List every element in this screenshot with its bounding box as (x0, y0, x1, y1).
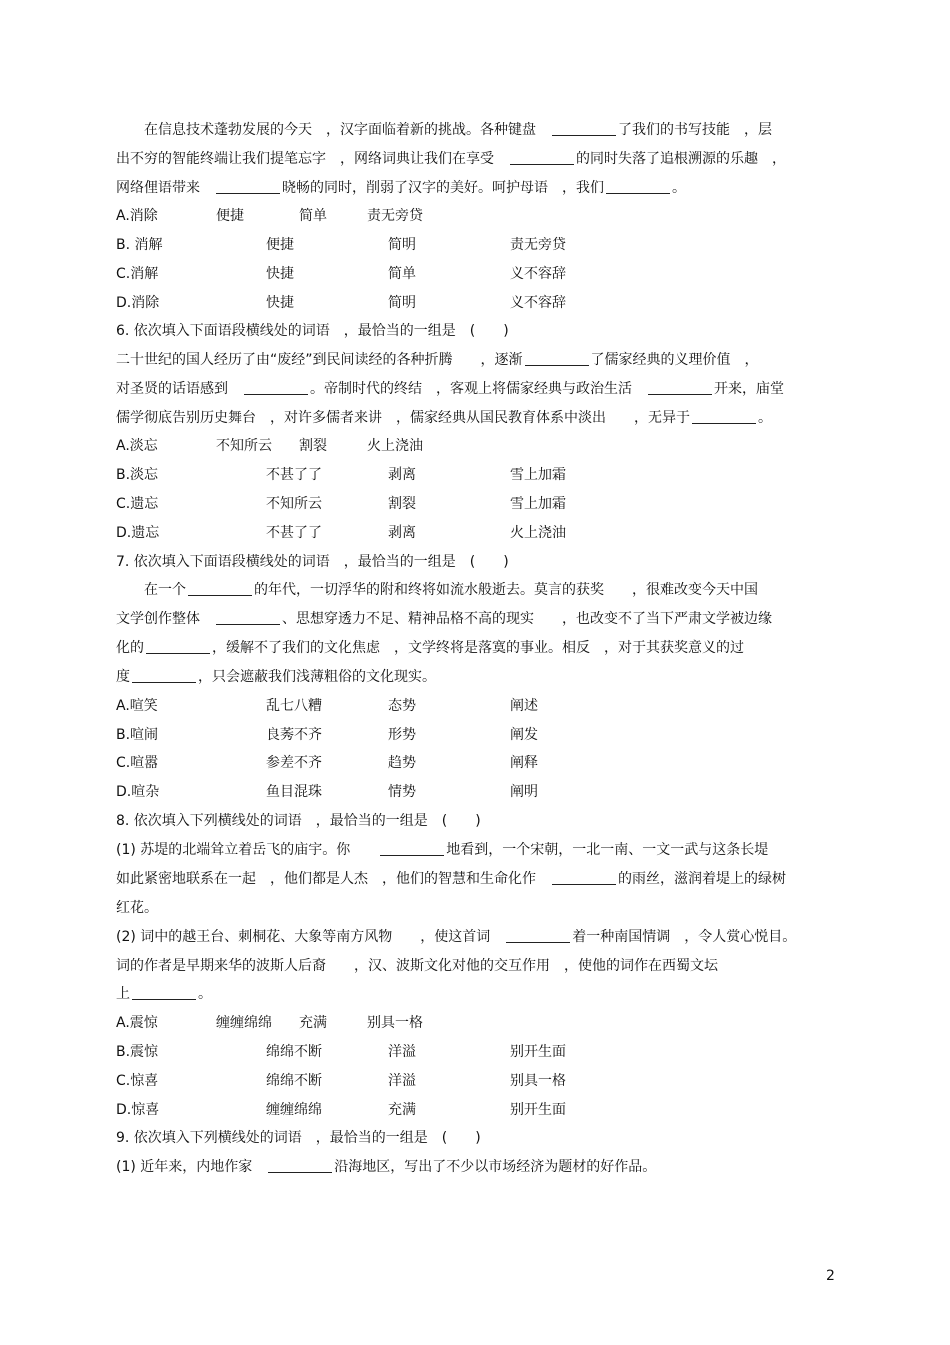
text-segment: 度 (116, 669, 130, 685)
q5-line (116, 178, 686, 198)
q7-line (116, 667, 436, 687)
option-word: 责无旁贷 (510, 237, 566, 253)
q9-line (116, 1157, 656, 1177)
fill-blank (216, 179, 280, 194)
option-word: 充满 (388, 1102, 416, 1118)
option-word: 不知所云 (216, 438, 272, 454)
option-word: 情势 (388, 784, 416, 800)
text-segment: ，只会遮蔽我们浅薄粗俗的文化现实。 (198, 669, 436, 685)
option-word: 火上浇油 (367, 438, 423, 454)
fill-blank (244, 380, 308, 395)
option-label: B.震惊 (116, 1044, 159, 1060)
option-label: D.惊喜 (116, 1102, 160, 1118)
text-segment: 对圣贤的话语感到 (116, 381, 242, 397)
text-segment: 化的 (116, 640, 144, 656)
option-word: 雪上加霜 (510, 496, 566, 512)
option-word: 义不容辞 (510, 295, 566, 311)
option-word: 割裂 (388, 496, 416, 512)
q6-line (116, 379, 784, 399)
fill-blank (506, 928, 570, 943)
text-segment: (2) 词中的越王台、刺桐花、大象等南方风物 ，使这首词 (116, 929, 505, 945)
text-segment: 。 (758, 410, 772, 426)
q7-line (116, 638, 744, 658)
text-segment: 了我们的书写技能 ，层 (618, 122, 772, 138)
option-label: D.遗忘 (116, 525, 160, 541)
fill-blank (188, 581, 252, 596)
option-label: D.消除 (116, 295, 160, 311)
option-word: 火上浇油 (510, 525, 566, 541)
option-word: 绵绵不断 (266, 1073, 322, 1089)
q8-stem: 8. 依次填入下列横线处的词语 ，最恰当的一组是 ( ) (116, 813, 481, 829)
page-number: 2 (826, 1268, 835, 1284)
text-segment: 沿海地区，写出了不少以市场经济为题材的好作品。 (334, 1159, 657, 1175)
option-word: 乱七八糟 (266, 698, 322, 714)
text-segment: (1) 苏堤的北端耸立着岳飞的庙宇。你 (116, 842, 379, 858)
option-word: 别具一格 (510, 1073, 566, 1089)
option-word: 参差不齐 (266, 755, 322, 771)
option-word: 别开生面 (510, 1102, 566, 1118)
text-segment: 在信息技术蓬勃发展的今天 ，汉字面临着新的挑战。各种键盘 (116, 122, 550, 138)
option-label: D.喧杂 (116, 784, 160, 800)
text-segment: 儒学彻底告别历史舞台 ，对许多儒者来讲 ，儒家经典从国民教育体系中淡出 ，无异于 (116, 410, 690, 426)
fill-blank (216, 610, 280, 625)
option-word: 雪上加霜 (510, 467, 566, 483)
option-word: 缠缠绵绵 (216, 1015, 272, 1031)
option-label: A.消除 (116, 208, 158, 224)
option-word: 阐明 (510, 784, 538, 800)
text-segment: 词的作者是早期来华的波斯人后裔 ，汉、波斯文化对他的交互作用 ，使他的词作在西蜀文坛 (116, 958, 718, 974)
text-segment: 。 (672, 180, 686, 196)
option-word: 剥离 (388, 467, 416, 483)
q5-line (116, 120, 772, 140)
text-segment: 红花。 (116, 900, 158, 916)
option-word: 别开生面 (510, 1044, 566, 1060)
option-word: 趋势 (388, 755, 416, 771)
option-word: 不甚了了 (266, 525, 322, 541)
q8-line (116, 840, 768, 860)
option-word: 便捷 (216, 208, 244, 224)
option-word: 阐释 (510, 755, 538, 771)
fill-blank (648, 380, 712, 395)
text-segment: 出不穷的智能终端让我们提笔忘字 ，网络词典让我们在享受 (116, 151, 508, 167)
option-word: 不知所云 (266, 496, 322, 512)
option-word: 便捷 (266, 237, 294, 253)
option-label: A.淡忘 (116, 438, 158, 454)
option-label: A.震惊 (116, 1015, 158, 1031)
q8-line (116, 956, 718, 976)
q6-line (116, 350, 759, 370)
fill-blank (146, 639, 210, 654)
text-segment: (1) 近年来，内地作家 (116, 1159, 267, 1175)
text-segment: 上 (116, 986, 130, 1002)
option-word: 阐述 (510, 698, 538, 714)
fill-blank (525, 351, 589, 366)
option-label: B.喧闹 (116, 727, 159, 743)
option-word: 义不容辞 (510, 266, 566, 282)
option-word: 阐发 (510, 727, 538, 743)
option-word: 简明 (388, 295, 416, 311)
fill-blank (552, 870, 616, 885)
option-word: 洋溢 (388, 1073, 416, 1089)
text-segment: 。帝制时代的终结 ，客观上将儒家经典与政治生活 (310, 381, 646, 397)
q8-line (116, 898, 158, 918)
option-label: C.惊喜 (116, 1073, 159, 1089)
q8-line (116, 869, 786, 889)
text-segment: 地看到，一个宋朝，一北一南、一文一武与这条长堤 (446, 842, 769, 858)
q7-stem: 7. 依次填入下面语段横线处的词语 ，最恰当的一组是 ( ) (116, 554, 509, 570)
option-label: C.喧嚣 (116, 755, 159, 771)
fill-blank (132, 668, 196, 683)
text-segment: 网络俚语带来 (116, 180, 214, 196)
text-segment: 的雨丝，滋润着堤上的绿树 (618, 871, 786, 887)
text-segment: 、思想穿透力不足、精神品格不高的现实 ，也改变不了当下严肃文学被边缘 (282, 611, 772, 627)
option-label: A.喧笑 (116, 698, 158, 714)
option-word: 简明 (388, 237, 416, 253)
option-word: 简单 (299, 208, 327, 224)
option-word: 形势 (388, 727, 416, 743)
text-segment: 的同时失落了追根溯源的乐趣 ， (576, 151, 786, 167)
q7-line (116, 609, 772, 629)
fill-blank (268, 1158, 332, 1173)
option-word: 快捷 (266, 295, 294, 311)
text-segment: 了儒家经典的义理价值 ， (590, 352, 759, 368)
text-segment: 晓畅的同时，削弱了汉字的美好。呵护母语 ，我们 (282, 180, 604, 196)
text-segment: 文学创作整体 (116, 611, 214, 627)
option-word: 不甚了了 (266, 467, 322, 483)
fill-blank (510, 150, 574, 165)
text-segment: 二十世纪的国人经历了由“废经”到民间读经的各种折腾 ，逐渐 (116, 352, 523, 368)
option-word: 割裂 (299, 438, 327, 454)
option-word: 剥离 (388, 525, 416, 541)
q8-line (116, 927, 796, 947)
text-segment: 在一个 (116, 582, 186, 598)
text-segment: 开来，庙堂 (714, 381, 784, 397)
text-segment: ，缓解不了我们的文化焦虑 ，文学终将是落寞的事业。相反 ，对于其获奖意义的过 (212, 640, 744, 656)
q6-stem: 6. 依次填入下面语段横线处的词语 ，最恰当的一组是 ( ) (116, 323, 509, 339)
option-label: B.淡忘 (116, 467, 159, 483)
q8-line (116, 984, 212, 1004)
q6-line (116, 408, 772, 428)
option-word: 绵绵不断 (266, 1044, 322, 1060)
option-label: C.消解 (116, 266, 159, 282)
option-label: B. 消解 (116, 237, 163, 253)
fill-blank (380, 841, 444, 856)
option-label: C.遗忘 (116, 496, 159, 512)
option-word: 快捷 (266, 266, 294, 282)
q9-stem: 9. 依次填入下列横线处的词语 ，最恰当的一组是 ( ) (116, 1130, 481, 1146)
option-word: 鱼目混珠 (266, 784, 322, 800)
option-word: 充满 (299, 1015, 327, 1031)
fill-blank (606, 179, 670, 194)
text-segment: 。 (198, 986, 212, 1002)
text-segment: 着一种南国情调 ，令人赏心悦目。 (572, 929, 797, 945)
fill-blank (132, 985, 196, 1000)
option-word: 别具一格 (367, 1015, 423, 1031)
option-word: 责无旁贷 (367, 208, 423, 224)
option-word: 缠缠绵绵 (266, 1102, 322, 1118)
fill-blank (692, 409, 756, 424)
option-word: 洋溢 (388, 1044, 416, 1060)
fill-blank (552, 121, 616, 136)
option-word: 简单 (388, 266, 416, 282)
q5-line (116, 149, 786, 169)
text-segment: 如此紧密地联系在一起 ，他们都是人杰 ，他们的智慧和生命化作 (116, 871, 550, 887)
q7-line (116, 580, 758, 600)
option-word: 态势 (388, 698, 416, 714)
option-word: 良莠不齐 (266, 727, 322, 743)
text-segment: 的年代，一切浮华的附和终将如流水般逝去。莫言的获奖 ，很难改变今天中国 (254, 582, 758, 598)
